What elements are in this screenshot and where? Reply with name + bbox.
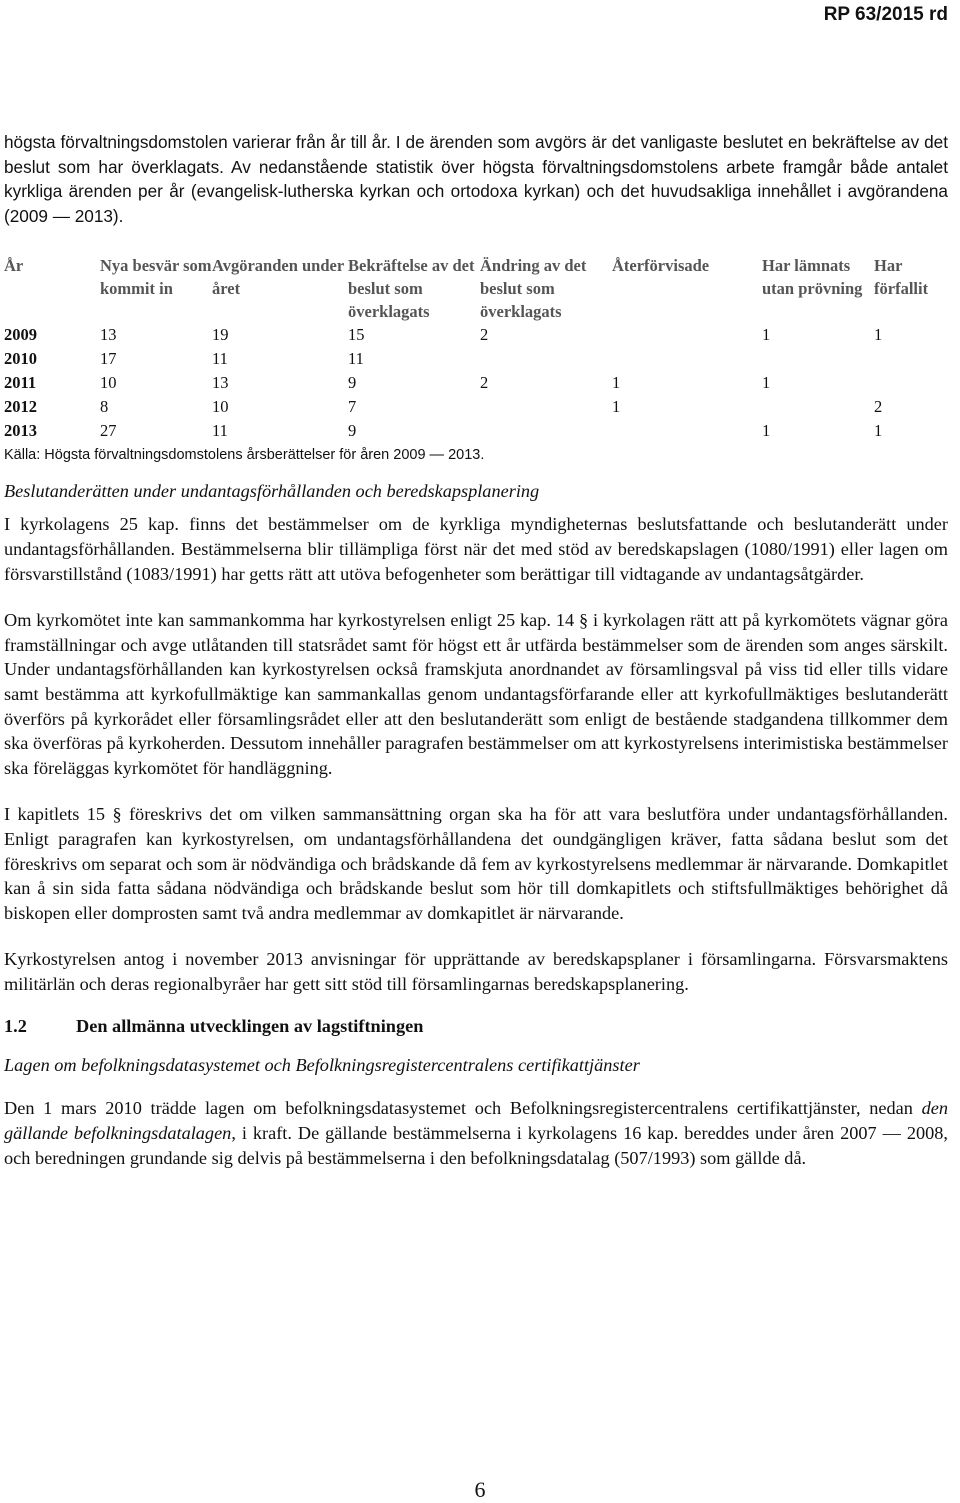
text-segment: Den 1 mars 2010 trädde lagen om befolkningsdatasystemet och Befolkningsregistercentralens certifikattjänster, nedan <box>4 1098 922 1119</box>
intro-paragraph <box>4 130 948 228</box>
table-cell: 2010 <box>4 349 37 369</box>
table-cell: 2012 <box>4 397 37 417</box>
table-cell <box>762 395 874 419</box>
table-row <box>4 371 948 395</box>
table-cell: 1 <box>612 373 621 393</box>
table-cell: 2 <box>874 397 883 417</box>
col-header-changed: Ändring av det beslut som överklagats <box>480 256 587 322</box>
table-cell: 13 <box>212 373 229 393</box>
section-heading <box>4 1016 948 1037</box>
table-cell: 9 <box>348 373 357 393</box>
table-cell <box>874 347 948 371</box>
table-cell: 17 <box>100 349 117 369</box>
table-row <box>4 419 948 443</box>
table-cell: 27 <box>100 421 117 441</box>
col-header-returned: Återförvisade <box>612 256 710 276</box>
table-cell <box>480 419 612 443</box>
table-source: Källa: Högsta förvaltningsdomstolens årsberättelser för åren 2009 — 2013. <box>4 447 485 464</box>
intro-text-1: högsta förvaltningsdomstolen varierar från år till år. I de ärenden som avgörs är det vanligaste beslutet en bekräftelse av det beslut som har överklagats. <box>4 132 948 177</box>
table-cell <box>612 419 762 443</box>
col-header-year: År <box>4 256 24 276</box>
document-id: RP 63/2015 rd <box>823 4 948 25</box>
table-cell: 2011 <box>4 373 37 393</box>
table-cell: 10 <box>212 397 229 417</box>
table-cell: 19 <box>212 325 229 345</box>
col-header-confirmed: Bekräftelse av det beslut som överklagats <box>348 256 475 322</box>
table-cell: 8 <box>100 397 109 417</box>
col-header-lapsed: Har förfallit <box>874 256 929 299</box>
page-number: 6 <box>474 1477 486 1502</box>
subheading-befolkning: Lagen om befolkningsdatasystemet och Befolkningsregistercentralens certifikattjänster <box>4 1055 640 1076</box>
table-header-row <box>4 254 948 323</box>
paragraph <box>4 1096 948 1170</box>
table-cell: 2013 <box>4 421 37 441</box>
paragraph: Om kyrkomötet inte kan sammankomma har kyrkostyrelsen enligt 25 kap. 14 § i kyrkolagen rätt att på kyrkomötets vägnar göra framställningar och avge utlåtanden till statsrådet samt för högst ett år utfärda bestämmelser som de ärenden som anges särskilt. Under undantagsförhållanden kan kyrkostyrelsen också framskjuta anordnandet av församlingsval på viss tid eller tills vidare samt bestämma att kyrkofullmäktige kan sammankallas genom undantagsförfarande eller att kyrkofullmäktiges beslutanderätt överförs på kyrkorådet eller församlingsrådet eller att den beslutanderätt som enligt de bestående stadgandena tillkommer dem ska överföras på kyrkoherden. Dessutom innehåller paragrafen bestämmelser om att kyrkostyrelsens interimistiska bestämmelser ska föreläggas kyrkomötet för handläggning. <box>4 610 948 778</box>
text-segment: , i kraft. De gällande bestämmelserna i kyrkolagens 16 kap. bereddes under åren 2007 — 2008, och beredningen grundande sig delvis på bestämmelserna i den befolkningsdatalag (507/1993) som gällde då. <box>4 1123 948 1168</box>
paragraph: Kyrkostyrelsen antog i november 2013 anvisningar för upprättande av beredskapsplaner i församlingarna. Försvarsmaktens militärlän och deras regionalbyråer har gett sitt stöd till församlingarnas beredskapsplanering. <box>4 949 948 994</box>
col-header-not-examined: Har lämnats utan prövning <box>762 256 863 299</box>
table-cell: 1 <box>762 325 771 345</box>
paragraph: I kapitlets 15 § föreskrivs det om vilken sammansättning organ ska ha för att vara beslutföra under undantagsförhållanden. Enligt paragrafen kan kyrkostyrelsen, om undantagsförhållandena det oundgängligen kräver, fatta sådana beslut som det föreskrivs om separat och som är nödvändiga och brådskande då fem av kyrkostyrelsens medlemmar är närvarande. Domkapitlet kan å sin sida fatta sådana nödvändiga och brådskande beslut som hör till domkapitlets och stiftsfullmäktiges behörighet då biskopen eller domprosten samt två andra medlemmar av domkapitlet är närvarande. <box>4 804 948 923</box>
paragraph: I kyrkolagens 25 kap. finns det bestämmelser om de kyrkliga myndigheternas beslutsfattande och beslutanderätt under undantagsförhållanden. Bestämmelserna blir tillämpliga först när det med stöd av beredskapslagen (1080/1991) eller lagen om försvarstillstånd (1083/1991) har getts rätt att utöva befogenheter som berättigar till vidtagande av undantagsåtgärder. <box>4 514 948 584</box>
table-cell: 1 <box>762 421 771 441</box>
intro-text-2: Av nedanstående statistik över högsta förvaltningsdomstolens arbete framgår både antalet kyrkliga ärenden per år (evangelisk-lutherska kyrkan och ortodoxa kyrkan) och det huvudsakliga innehållet i avgörandena (2009 — 2013). <box>4 156 948 226</box>
table-cell: 10 <box>100 373 117 393</box>
table-cell: 11 <box>348 349 364 369</box>
emphasized-term: den gällande befolkningsdatalagen <box>4 1098 948 1144</box>
table-cell <box>762 347 874 371</box>
table-cell <box>480 347 612 371</box>
table-row <box>4 347 948 371</box>
table-cell <box>480 395 612 419</box>
table-cell <box>874 371 948 395</box>
table-cell: 1 <box>874 325 883 345</box>
table-row <box>4 323 948 347</box>
section-title: Den allmänna utvecklingen av lagstiftningen <box>76 1016 424 1037</box>
col-header-decisions: Avgöranden under året <box>212 256 344 299</box>
table-cell: 13 <box>100 325 117 345</box>
statistics-table <box>4 254 948 443</box>
col-header-new-appeals: Nya besvär som kommit in <box>100 256 212 299</box>
table-cell: 11 <box>212 349 228 369</box>
subheading-beredskap: Beslutanderätten under undantagsförhållanden och beredskapsplanering <box>4 481 540 502</box>
section-number: 1.2 <box>4 1016 27 1037</box>
table-cell: 1 <box>874 421 883 441</box>
table-cell: 1 <box>762 373 771 393</box>
table-cell <box>612 323 762 347</box>
table-cell: 2009 <box>4 325 37 345</box>
table-row <box>4 395 948 419</box>
table-cell: 15 <box>348 325 365 345</box>
table-cell: 2 <box>480 325 489 345</box>
table-cell: 11 <box>212 421 228 441</box>
table-cell: 2 <box>480 373 489 393</box>
table-cell <box>612 347 762 371</box>
table-cell: 1 <box>612 397 621 417</box>
table-cell: 7 <box>348 397 357 417</box>
page-content <box>4 130 948 1170</box>
table-cell: 9 <box>348 421 357 441</box>
